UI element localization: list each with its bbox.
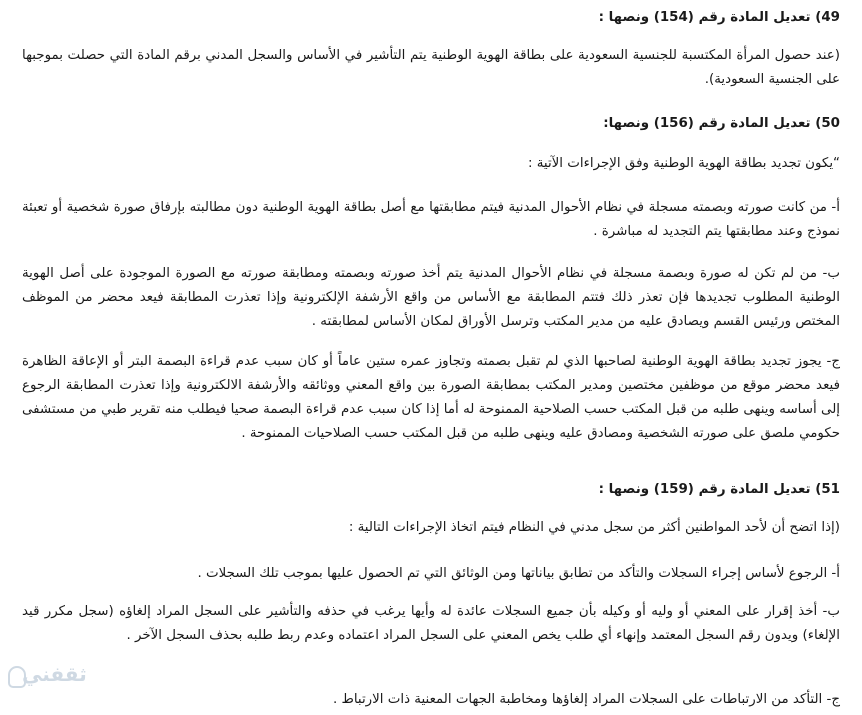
article-50-clause-c: ج- يجوز تجديد بطاقة الهوية الوطنية لصاحبها الذي لم تقبل بصمته وتجاوز عمره ستين عاماً أو كان سبب عدم قراءة البصمة البتر أو الإعاقة الظاهرة فيعد محضر موقع من موظفين مختصين ومدير المكتب بمطابقة الصورة بين واقع المعني ووثائقه والأرشفة الالكترونية وإذا تعذرت المطابقة الرجوع إلى أساسه وينهى طلبه من قبل المكتب حسب الصلاحية الممنوحة له أما إذا كان سبب عدم قراءة البصمة صحيا فيطلب منه تقرير طبي من مستشفى حكومي ملصق على صورته الشخصية ومصادق عليه وينهى طلبه من قبل المكتب حسب الصلاحيات الممنوحة . bbox=[22, 354, 840, 441]
article-50-intro: “يكون تجديد بطاقة الهوية الوطنية وفق الإجراءات الآتية : bbox=[527, 156, 840, 171]
article-51-heading: 51) تعديل المادة رقم (159) ونصها : bbox=[598, 482, 840, 497]
article-50-heading: 50) تعديل المادة رقم (156) ونصها: bbox=[603, 116, 840, 131]
article-51-clause-a: أ- الرجوع لأساس إجراء السجلات والتأكد من تطابق بياناتها ومن الوثائق التي تم الحصول عليها بموجب تلك السجلات . bbox=[197, 566, 840, 581]
article-49-text: (عند حصول المرأة المكتسبة للجنسية السعودية على بطاقة الهوية الوطنية يتم التأشير في الأساس والسجل المدني برقم المادة التي حصلت بموجبها على الجنسية السعودية). bbox=[22, 48, 840, 87]
article-49-heading: 49) تعديل المادة رقم (154) ونصها : bbox=[598, 10, 840, 25]
article-51-clause-c: ج- التأكد من الارتباطات على السجلات المراد إلغاؤها ومخاطبة الجهات المعنية ذات الارتباط . bbox=[332, 692, 840, 707]
article-51-clause-b: ب- أخذ إقرار على المعني أو وليه أو وكيله بأن جميع السجلات عائدة له وأيها يرغب في حذفه والتأشير على السجل المراد إلغاؤه (سجل مكرر قيد الإلغاء) ويدون رقم السجل المعتمد وإنهاء أي طلب يخص المعني على السجل المراد اعتماده وعدم ربط طلبه بحذف السجل الآخر . bbox=[22, 604, 840, 643]
article-50-clause-b: ب- من لم تكن له صورة وبصمة مسجلة في نظام الأحوال المدنية يتم أخذ صورته وبصمته ومطابقة صورته مع الصورة الموجودة على أصل الهوية الوطنية المطلوب تجديدها فإن تعذر ذلك فتتم المطابقة مع الأساس من واقع الأرشفة الإلكترونية وإذا تعذرت المطابقة فيعد محضر من الموظف المختص ورئيس القسم ويصادق عليه من مدير المكتب وترسل الأوراق لمكان الأساس لمطابقته . bbox=[22, 266, 840, 329]
site-watermark bbox=[4, 656, 87, 700]
watermark-logo-text: ثقفني bbox=[22, 662, 87, 686]
article-50-clause-a: أ- من كانت صورته وبصمته مسجلة في نظام الأحوال المدنية فيتم مطابقتها مع أصل بطاقة الهوية الوطنية دون مطالبته بإرفاق صورة شخصية أو تعبئة نموذج وعند مطابقتها يتم التجديد له مباشرة . bbox=[22, 200, 840, 239]
article-51-intro: (إذا اتضح أن لأحد المواطنين أكثر من سجل مدني في النظام فيتم اتخاذ الإجراءات التالية : bbox=[348, 520, 840, 535]
